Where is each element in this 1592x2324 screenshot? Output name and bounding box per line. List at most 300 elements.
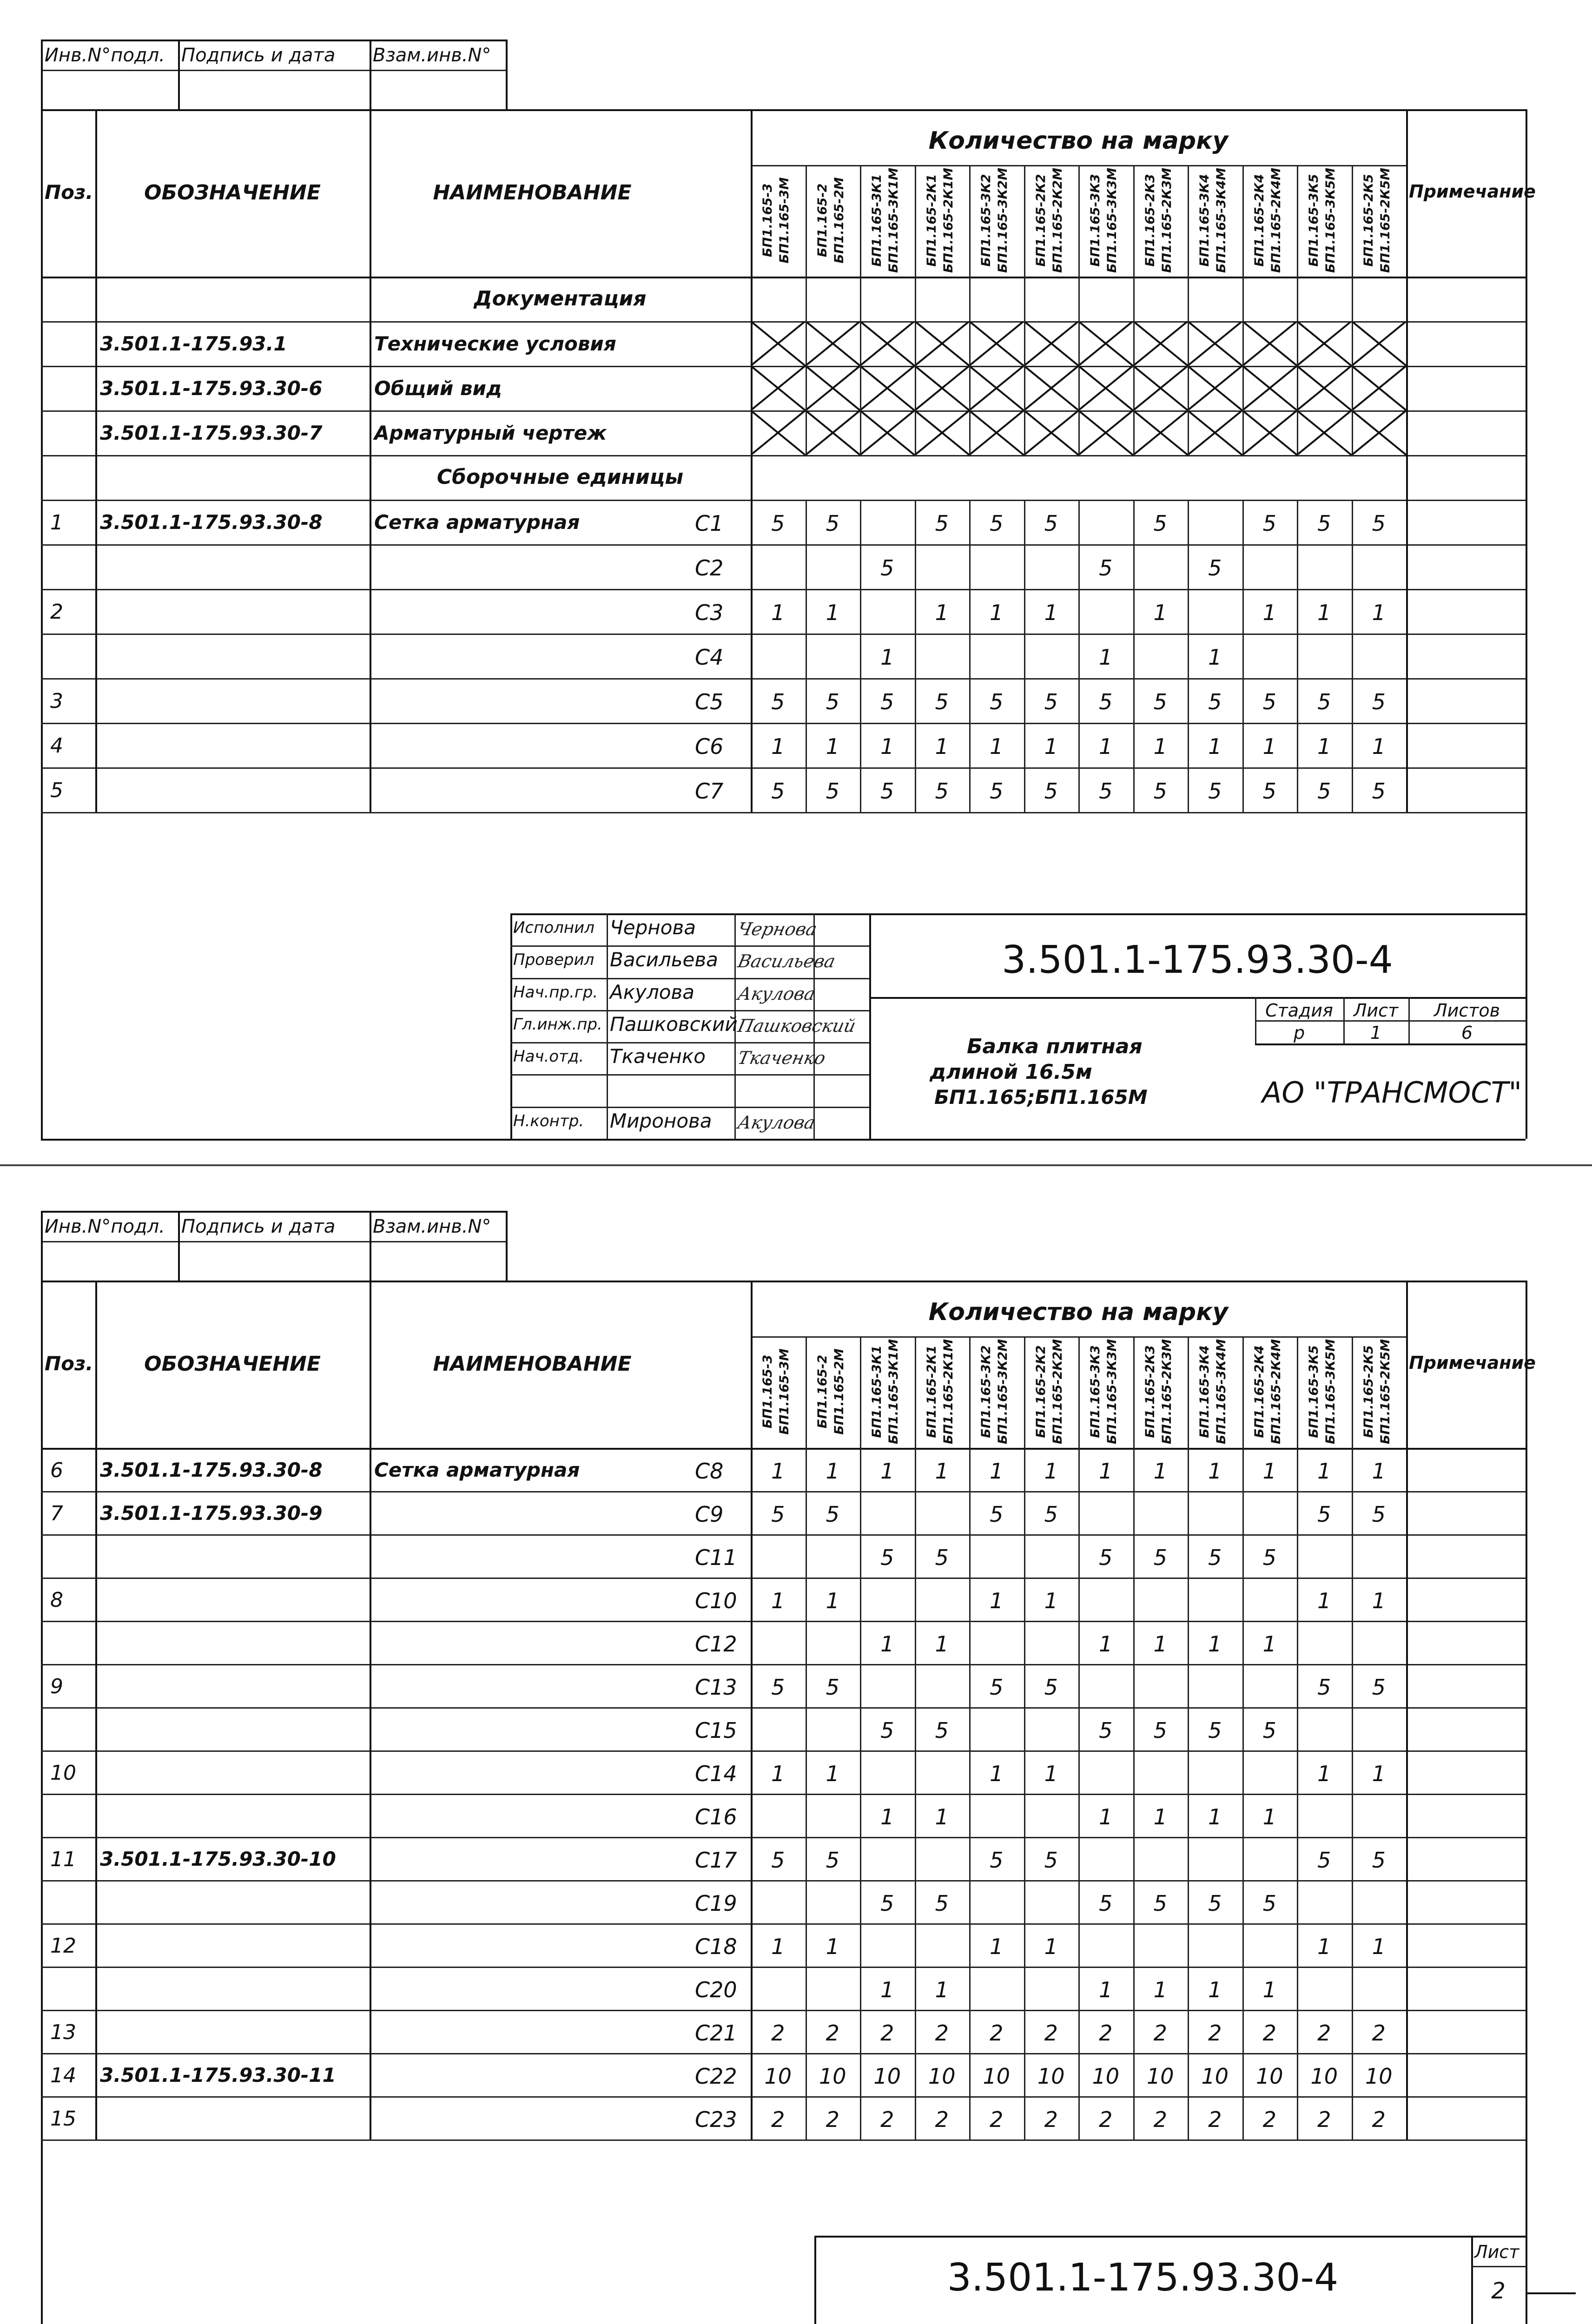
mark-column-divider bbox=[969, 1448, 971, 2139]
designation-value: 3.501.1-175.93.30-10 bbox=[100, 1847, 336, 1870]
mark-column-divider bbox=[860, 1336, 861, 1448]
poz-value: 6 bbox=[50, 1458, 63, 1482]
quantity-cell: 1 bbox=[1262, 1458, 1276, 1484]
quantity-cell: 5 bbox=[1099, 779, 1113, 804]
title-block-divider bbox=[510, 913, 512, 1139]
quantity-cell: 5 bbox=[1208, 779, 1222, 804]
stamp-divider bbox=[506, 40, 508, 109]
mark-label: БП1.165-3К5М bbox=[1323, 167, 1338, 273]
signature: Васильева bbox=[736, 951, 838, 972]
mark-code: С17 bbox=[695, 1847, 737, 1873]
quantity-cell: 1 bbox=[1208, 1631, 1222, 1657]
quantity-cell: 2 bbox=[1372, 2106, 1386, 2132]
role-label: Н.контр. bbox=[513, 1111, 584, 1130]
mark-column-divider bbox=[1078, 1448, 1080, 2139]
cross-out-mark bbox=[1352, 410, 1407, 455]
product-title-line3: БП1.165;БП1.165М bbox=[934, 1086, 1148, 1109]
row-line bbox=[41, 812, 1526, 813]
oboznachenie-header: ОБОЗНАЧЕНИЕ bbox=[144, 1352, 321, 1376]
mark-column-divider bbox=[1352, 277, 1353, 455]
quantity-cell: 5 bbox=[1099, 1717, 1113, 1743]
quantity-cell: 1 bbox=[880, 1458, 894, 1484]
stamp-border bbox=[41, 1211, 506, 1213]
primechanie-header: Примечание bbox=[1409, 1353, 1536, 1373]
quantity-cell: 5 bbox=[935, 1890, 949, 1916]
quantity-cell: 2 bbox=[1208, 2106, 1222, 2132]
mark-label: БП1.165-2М bbox=[832, 1348, 846, 1435]
quantity-cell: 1 bbox=[935, 1458, 949, 1484]
quantity-cell: 1 bbox=[1317, 1761, 1331, 1786]
mark-code: С16 bbox=[695, 1804, 737, 1829]
mark-label: БП1.165-2К4М bbox=[1268, 167, 1283, 273]
mark-column-divider bbox=[1078, 165, 1080, 277]
row-line bbox=[41, 1923, 1526, 1925]
quantity-cell: 2 bbox=[1153, 2106, 1167, 2132]
mark-column-divider bbox=[806, 165, 807, 277]
role-label: Нач.отд. bbox=[513, 1047, 584, 1066]
inv-podl-label: Инв.N°подл. bbox=[45, 45, 165, 66]
mark-code: С2 bbox=[695, 555, 724, 581]
quantity-cell: 5 bbox=[1262, 511, 1276, 536]
mark-code: С6 bbox=[695, 734, 724, 759]
outer-border bbox=[41, 1281, 43, 2324]
cross-out-mark bbox=[806, 321, 860, 366]
cross-out-mark bbox=[915, 321, 970, 366]
row-line bbox=[41, 678, 1526, 680]
quantity-cell: 1 bbox=[1044, 1761, 1058, 1786]
naimenovanie-header: НАИМЕНОВАНИЕ bbox=[433, 181, 632, 205]
mark-code: С7 bbox=[695, 779, 724, 804]
mark-label: БП1.165-3К4М bbox=[1214, 1339, 1229, 1445]
cross-out-mark bbox=[1188, 410, 1242, 455]
section-units-title: Сборочные единицы bbox=[436, 465, 684, 489]
quantity-cell: 2 bbox=[1099, 2020, 1113, 2046]
document-code: 3.501.1-175.93.30-6 bbox=[100, 377, 323, 400]
quantity-cell: 1 bbox=[1044, 1458, 1058, 1484]
quantity-cell: 2 bbox=[771, 2020, 785, 2046]
quantity-cell: 2 bbox=[1317, 2106, 1331, 2132]
quantity-cell: 2 bbox=[1208, 2020, 1222, 2046]
cross-out-mark bbox=[969, 410, 1024, 455]
row-line bbox=[41, 1837, 1526, 1838]
quantity-cell: 1 bbox=[1208, 734, 1222, 759]
mark-code: С22 bbox=[695, 2063, 737, 2089]
quantity-cell: 5 bbox=[1044, 689, 1058, 714]
mark-column-divider bbox=[915, 1336, 916, 1448]
mark-label: БП1.165-2К1М bbox=[941, 167, 956, 273]
mark-column-divider bbox=[915, 277, 916, 455]
stamp-border bbox=[41, 40, 506, 41]
mark-code: С19 bbox=[695, 1890, 737, 1916]
quantity-cell: 5 bbox=[1099, 1890, 1113, 1916]
mark-column-divider bbox=[1024, 1336, 1025, 1448]
quantity-cell: 1 bbox=[771, 1458, 785, 1484]
quantity-cell: 10 bbox=[1310, 2063, 1338, 2089]
mark-column-divider bbox=[915, 165, 916, 277]
column-divider bbox=[95, 277, 97, 812]
section-docs-title: Документация bbox=[474, 287, 647, 310]
quantity-cell: 5 bbox=[1044, 1501, 1058, 1527]
document-code-title: 3.501.1-175.93.30-4 bbox=[1002, 938, 1393, 982]
mark-column-divider bbox=[1078, 277, 1080, 455]
mark-column-divider bbox=[969, 500, 971, 812]
column-divider bbox=[1406, 1448, 1408, 2139]
mark-column-divider bbox=[1188, 165, 1189, 277]
quantity-cell: 1 bbox=[1153, 734, 1167, 759]
quantity-cell: 5 bbox=[771, 1847, 785, 1873]
quantity-cell: 1 bbox=[1262, 1804, 1276, 1829]
quantity-cell: 5 bbox=[880, 1545, 894, 1570]
quantity-cell: 5 bbox=[1153, 1545, 1167, 1570]
mark-column-divider bbox=[1024, 1448, 1025, 2139]
cross-out-mark bbox=[1352, 366, 1407, 410]
quantity-cell: 5 bbox=[1317, 779, 1331, 804]
row-line bbox=[41, 589, 1526, 590]
quantity-cell: 1 bbox=[1208, 1977, 1222, 2002]
quantity-cell: 1 bbox=[990, 1588, 1004, 1613]
row-line bbox=[41, 1534, 1526, 1536]
mark-label: БП1.165-3М bbox=[777, 177, 792, 264]
row-line bbox=[41, 1578, 1526, 1579]
mark-column-divider bbox=[1297, 277, 1298, 455]
title-block-row bbox=[510, 1107, 869, 1108]
poz-value: 12 bbox=[50, 1934, 76, 1958]
outer-border-bottom bbox=[41, 1139, 1526, 1141]
row-line bbox=[41, 634, 1526, 635]
mark-label: БП1.165-3К1 bbox=[870, 1345, 884, 1438]
quantity-cell: 1 bbox=[1099, 645, 1113, 670]
quantity-cell: 1 bbox=[990, 1934, 1004, 1959]
quantity-cell: 1 bbox=[1262, 1631, 1276, 1657]
cross-out-mark bbox=[915, 410, 970, 455]
mark-column-divider bbox=[1024, 165, 1025, 277]
mark-code: С20 bbox=[695, 1977, 737, 2002]
stamp-divider bbox=[178, 40, 180, 109]
quantity-cell: 5 bbox=[880, 689, 894, 714]
mark-column-divider bbox=[1188, 500, 1189, 812]
mark-label: БП1.165-2К2 bbox=[1033, 174, 1048, 267]
cross-out-mark bbox=[751, 410, 806, 455]
mark-label: БП1.165-3К1М bbox=[886, 1339, 901, 1445]
designation-value: 3.501.1-175.93.30-9 bbox=[100, 1501, 323, 1525]
cross-out-mark bbox=[860, 321, 915, 366]
signature: Чернова bbox=[736, 919, 819, 939]
mark-label: БП1.165-3К4 bbox=[1197, 1345, 1212, 1438]
row-line bbox=[41, 1621, 1526, 1622]
row-line bbox=[41, 1491, 1526, 1492]
mark-label: БП1.165-2 bbox=[815, 183, 830, 257]
role-label: Нач.пр.гр. bbox=[513, 983, 598, 1002]
footer-top bbox=[814, 2236, 1526, 2238]
mark-column-divider bbox=[1024, 500, 1025, 812]
mark-label: БП1.165-3 bbox=[760, 183, 775, 257]
signature: Акулова bbox=[736, 983, 818, 1004]
mark-label: БП1.165-3К2М bbox=[996, 1339, 1010, 1445]
quantity-cell: 10 bbox=[1365, 2063, 1393, 2089]
quantity-cell: 1 bbox=[826, 1458, 839, 1484]
quantity-cell: 1 bbox=[1099, 734, 1113, 759]
document-code-footer: 3.501.1-175.93.30-4 bbox=[947, 2256, 1339, 2300]
mark-code: С23 bbox=[695, 2106, 737, 2132]
quantity-cell: 1 bbox=[1372, 1934, 1386, 1959]
quantity-cell: 1 bbox=[1262, 734, 1276, 759]
header-bottom-line bbox=[41, 1448, 1526, 1450]
quantity-cell: 5 bbox=[1153, 689, 1167, 714]
quantity-cell: 1 bbox=[1153, 1977, 1167, 2002]
poz-value: 9 bbox=[50, 1674, 63, 1698]
cross-out-mark bbox=[751, 366, 806, 410]
poz-value: 1 bbox=[50, 511, 63, 535]
mark-code: С10 bbox=[695, 1588, 737, 1613]
quantity-cell: 1 bbox=[935, 600, 949, 625]
mark-column-divider bbox=[860, 1448, 861, 2139]
mark-code: С18 bbox=[695, 1934, 737, 1959]
role-label: Исполнил bbox=[513, 918, 595, 937]
quantity-cell: 5 bbox=[1099, 1545, 1113, 1570]
mark-column-divider bbox=[1352, 500, 1353, 812]
row-line bbox=[41, 1664, 1526, 1665]
column-divider bbox=[751, 277, 753, 812]
mark-column-divider bbox=[860, 165, 861, 277]
mark-column-divider bbox=[1352, 1336, 1353, 1448]
mark-label: БП1.165-3К5 bbox=[1307, 174, 1321, 267]
quantity-cell: 10 bbox=[1201, 2063, 1229, 2089]
quantity-cell: 5 bbox=[1044, 779, 1058, 804]
stamp-divider bbox=[370, 40, 371, 109]
vzam-inv-label: Взам.инв.N° bbox=[373, 45, 491, 66]
poz-value: 3 bbox=[50, 689, 63, 713]
quantity-cell: 5 bbox=[1208, 1545, 1222, 1570]
quantity-cell: 1 bbox=[1208, 1804, 1222, 1829]
quantity-cell: 1 bbox=[1317, 734, 1331, 759]
column-divider bbox=[95, 1448, 97, 2139]
mark-label: БП1.165-3К2 bbox=[979, 1345, 993, 1438]
mark-label: БП1.165-2К4 bbox=[1252, 174, 1267, 267]
mark-label: БП1.165-3К2М bbox=[996, 167, 1010, 273]
quantity-cell: 1 bbox=[1153, 1631, 1167, 1657]
table-top-border bbox=[41, 1281, 1526, 1282]
quantity-cell: 2 bbox=[1044, 2020, 1058, 2046]
role-label: Гл.инж.пр. bbox=[513, 1015, 602, 1034]
column-divider bbox=[370, 277, 371, 812]
quantity-cell: 10 bbox=[1255, 2063, 1283, 2089]
cross-out-mark bbox=[1024, 366, 1079, 410]
quantity-cell: 5 bbox=[826, 1847, 839, 1873]
poz-value: 13 bbox=[50, 2020, 76, 2044]
quantity-cell: 2 bbox=[1262, 2020, 1276, 2046]
quantity-cell: 1 bbox=[1372, 734, 1386, 759]
quantity-cell: 1 bbox=[935, 1977, 949, 2002]
designation-value: 3.501.1-175.93.30-8 bbox=[100, 1458, 323, 1481]
quantity-cell: 2 bbox=[1044, 2106, 1058, 2132]
title-block-line bbox=[869, 997, 1526, 999]
stamp-divider bbox=[41, 40, 43, 109]
row-line bbox=[41, 500, 1526, 501]
table-top-border bbox=[41, 109, 1526, 111]
row-line bbox=[41, 2139, 1526, 2141]
title-block-row bbox=[510, 978, 869, 979]
quantity-cell: 1 bbox=[826, 1934, 839, 1959]
mark-code: С21 bbox=[695, 2020, 737, 2046]
mark-column-divider bbox=[1188, 1448, 1189, 2139]
role-label: Проверил bbox=[513, 951, 595, 970]
quantity-cell: 1 bbox=[1153, 1804, 1167, 1829]
quantity-cell: 10 bbox=[764, 2063, 792, 2089]
header-divider bbox=[1406, 109, 1408, 277]
quantity-cell: 5 bbox=[935, 1545, 949, 1570]
mark-label: БП1.165-3К3 bbox=[1088, 174, 1103, 267]
edge-mark bbox=[1526, 2292, 1576, 2294]
quantity-cell: 1 bbox=[880, 645, 894, 670]
mark-label: БП1.165-3К3М bbox=[1105, 1339, 1119, 1445]
quantity-cell: 1 bbox=[990, 1761, 1004, 1786]
quantity-cell: 1 bbox=[1044, 1588, 1058, 1613]
mark-label: БП1.165-2К3М bbox=[1159, 1339, 1174, 1445]
signer-name: Чернова bbox=[610, 916, 696, 939]
cross-out-mark bbox=[1352, 321, 1407, 366]
mark-label: БП1.165-3К1 bbox=[870, 174, 884, 267]
stadia-label: Стадия bbox=[1265, 1000, 1333, 1021]
quantity-cell: 1 bbox=[990, 600, 1004, 625]
mark-column-divider bbox=[806, 277, 807, 455]
listov-label: Листов bbox=[1434, 1000, 1500, 1021]
mark-label: БП1.165-3М bbox=[777, 1348, 792, 1435]
mark-code: С14 bbox=[695, 1761, 737, 1786]
cross-out-mark bbox=[969, 366, 1024, 410]
vzam-inv-label: Взам.инв.N° bbox=[373, 1216, 491, 1237]
quantity-cell: 5 bbox=[990, 779, 1004, 804]
mark-column-divider bbox=[1078, 500, 1080, 812]
title-block-line bbox=[1255, 1043, 1526, 1045]
cross-out-mark bbox=[1188, 366, 1242, 410]
poz-value: 14 bbox=[50, 2063, 76, 2087]
signature: Пашковский bbox=[736, 1015, 858, 1036]
quantity-cell: 1 bbox=[1317, 1458, 1331, 1484]
mark-code: С1 bbox=[695, 511, 724, 536]
quantity-cell: 5 bbox=[1153, 1717, 1167, 1743]
quantity-cell: 1 bbox=[935, 734, 949, 759]
product-title-line2: длиной 16.5м bbox=[930, 1060, 1092, 1084]
quantity-cell: 5 bbox=[1153, 511, 1167, 536]
row-line bbox=[41, 1707, 1526, 1709]
row-line bbox=[41, 1967, 1526, 1968]
mark-code: С3 bbox=[695, 600, 724, 625]
mark-code: С12 bbox=[695, 1631, 737, 1657]
quantity-cell: 5 bbox=[1099, 555, 1113, 581]
mark-label: БП1.165-2К5М bbox=[1378, 1339, 1393, 1445]
mark-label: БП1.165-3К5М bbox=[1323, 1339, 1338, 1445]
stamp-line bbox=[41, 1241, 506, 1242]
quantity-cell: 1 bbox=[1153, 1458, 1167, 1484]
mark-label: БП1.165-2К3 bbox=[1143, 1345, 1157, 1438]
quantity-cell: 2 bbox=[880, 2106, 894, 2132]
signer-name: Миронова bbox=[610, 1109, 712, 1132]
mark-code: С8 bbox=[695, 1458, 724, 1484]
mark-column-divider bbox=[1242, 277, 1244, 455]
mark-label: БП1.165-2К1 bbox=[924, 174, 939, 267]
quantity-cell: 5 bbox=[1372, 511, 1386, 536]
quantity-cell: 5 bbox=[1099, 689, 1113, 714]
cross-out-mark bbox=[915, 366, 970, 410]
quantity-cell: 5 bbox=[935, 689, 949, 714]
poz-value: 5 bbox=[50, 779, 63, 802]
inv-podl-label: Инв.N°подл. bbox=[45, 1216, 165, 1237]
quantity-cell: 1 bbox=[990, 1458, 1004, 1484]
list-number: 2 bbox=[1491, 2278, 1506, 2304]
mark-code: С4 bbox=[695, 645, 724, 670]
quantity-cell: 10 bbox=[1092, 2063, 1120, 2089]
quantity-cell: 1 bbox=[880, 1977, 894, 2002]
name-value: Сетка арматурная bbox=[374, 1458, 580, 1481]
quantity-cell: 5 bbox=[1317, 1674, 1331, 1700]
quantity-cell: 5 bbox=[826, 1674, 839, 1700]
quantity-cell: 2 bbox=[1262, 2106, 1276, 2132]
cross-out-mark bbox=[1297, 410, 1352, 455]
mark-column-divider bbox=[969, 277, 971, 455]
mark-label: БП1.165-3К4 bbox=[1197, 174, 1212, 267]
quantity-cell: 5 bbox=[990, 511, 1004, 536]
mark-label: БП1.165-2 bbox=[815, 1354, 830, 1429]
mark-column-divider bbox=[1133, 165, 1135, 277]
quantity-cell: 1 bbox=[935, 1804, 949, 1829]
column-divider bbox=[751, 1448, 753, 2139]
cross-out-mark bbox=[1024, 410, 1079, 455]
quantity-cell: 5 bbox=[771, 689, 785, 714]
row-line bbox=[41, 1794, 1526, 1795]
mark-code: С9 bbox=[695, 1501, 724, 1527]
mark-label: БП1.165-2К3М bbox=[1159, 167, 1174, 273]
quantity-cell: 1 bbox=[1099, 1631, 1113, 1657]
cross-out-mark bbox=[1133, 366, 1188, 410]
quantity-cell: 1 bbox=[771, 734, 785, 759]
mark-column-divider bbox=[969, 1336, 971, 1448]
cross-out-mark bbox=[1188, 321, 1242, 366]
cross-out-mark bbox=[1133, 321, 1188, 366]
mark-label: БП1.165-2К5 bbox=[1361, 1345, 1376, 1438]
cross-out-mark bbox=[1242, 410, 1297, 455]
quantity-cell: 1 bbox=[1372, 1458, 1386, 1484]
column-divider bbox=[370, 1448, 371, 2139]
quantity-cell: 1 bbox=[826, 1761, 839, 1786]
mark-column-divider bbox=[1133, 277, 1135, 455]
quantity-cell: 5 bbox=[1317, 511, 1331, 536]
mark-column-divider bbox=[1297, 500, 1298, 812]
mark-column-divider bbox=[1242, 165, 1244, 277]
quantity-cell: 1 bbox=[1317, 1934, 1331, 1959]
quantity-cell: 1 bbox=[1262, 600, 1276, 625]
row-line bbox=[41, 2053, 1526, 2054]
quantity-cell: 5 bbox=[1044, 511, 1058, 536]
quantity-cell: 5 bbox=[1262, 689, 1276, 714]
mark-label: БП1.165-2К1М bbox=[941, 1339, 956, 1445]
cross-out-mark bbox=[1133, 410, 1188, 455]
quantity-cell: 5 bbox=[1262, 779, 1276, 804]
mark-column-divider bbox=[1188, 1336, 1189, 1448]
quantity-cell: 5 bbox=[1317, 689, 1331, 714]
quantity-cell: 1 bbox=[771, 1934, 785, 1959]
cross-out-mark bbox=[1078, 366, 1133, 410]
poz-value: 15 bbox=[50, 2106, 76, 2131]
cross-out-mark bbox=[969, 321, 1024, 366]
mark-label: БП1.165-3К5 bbox=[1307, 1345, 1321, 1438]
mark-column-divider bbox=[1242, 1336, 1244, 1448]
row-line bbox=[41, 2096, 1526, 2098]
podpis-data-label: Подпись и дата bbox=[181, 45, 336, 66]
quantity-cell: 2 bbox=[1153, 2020, 1167, 2046]
cross-out-mark bbox=[1297, 366, 1352, 410]
column-divider bbox=[1406, 277, 1408, 812]
mark-label: БП1.165-2К1 bbox=[924, 1345, 939, 1438]
